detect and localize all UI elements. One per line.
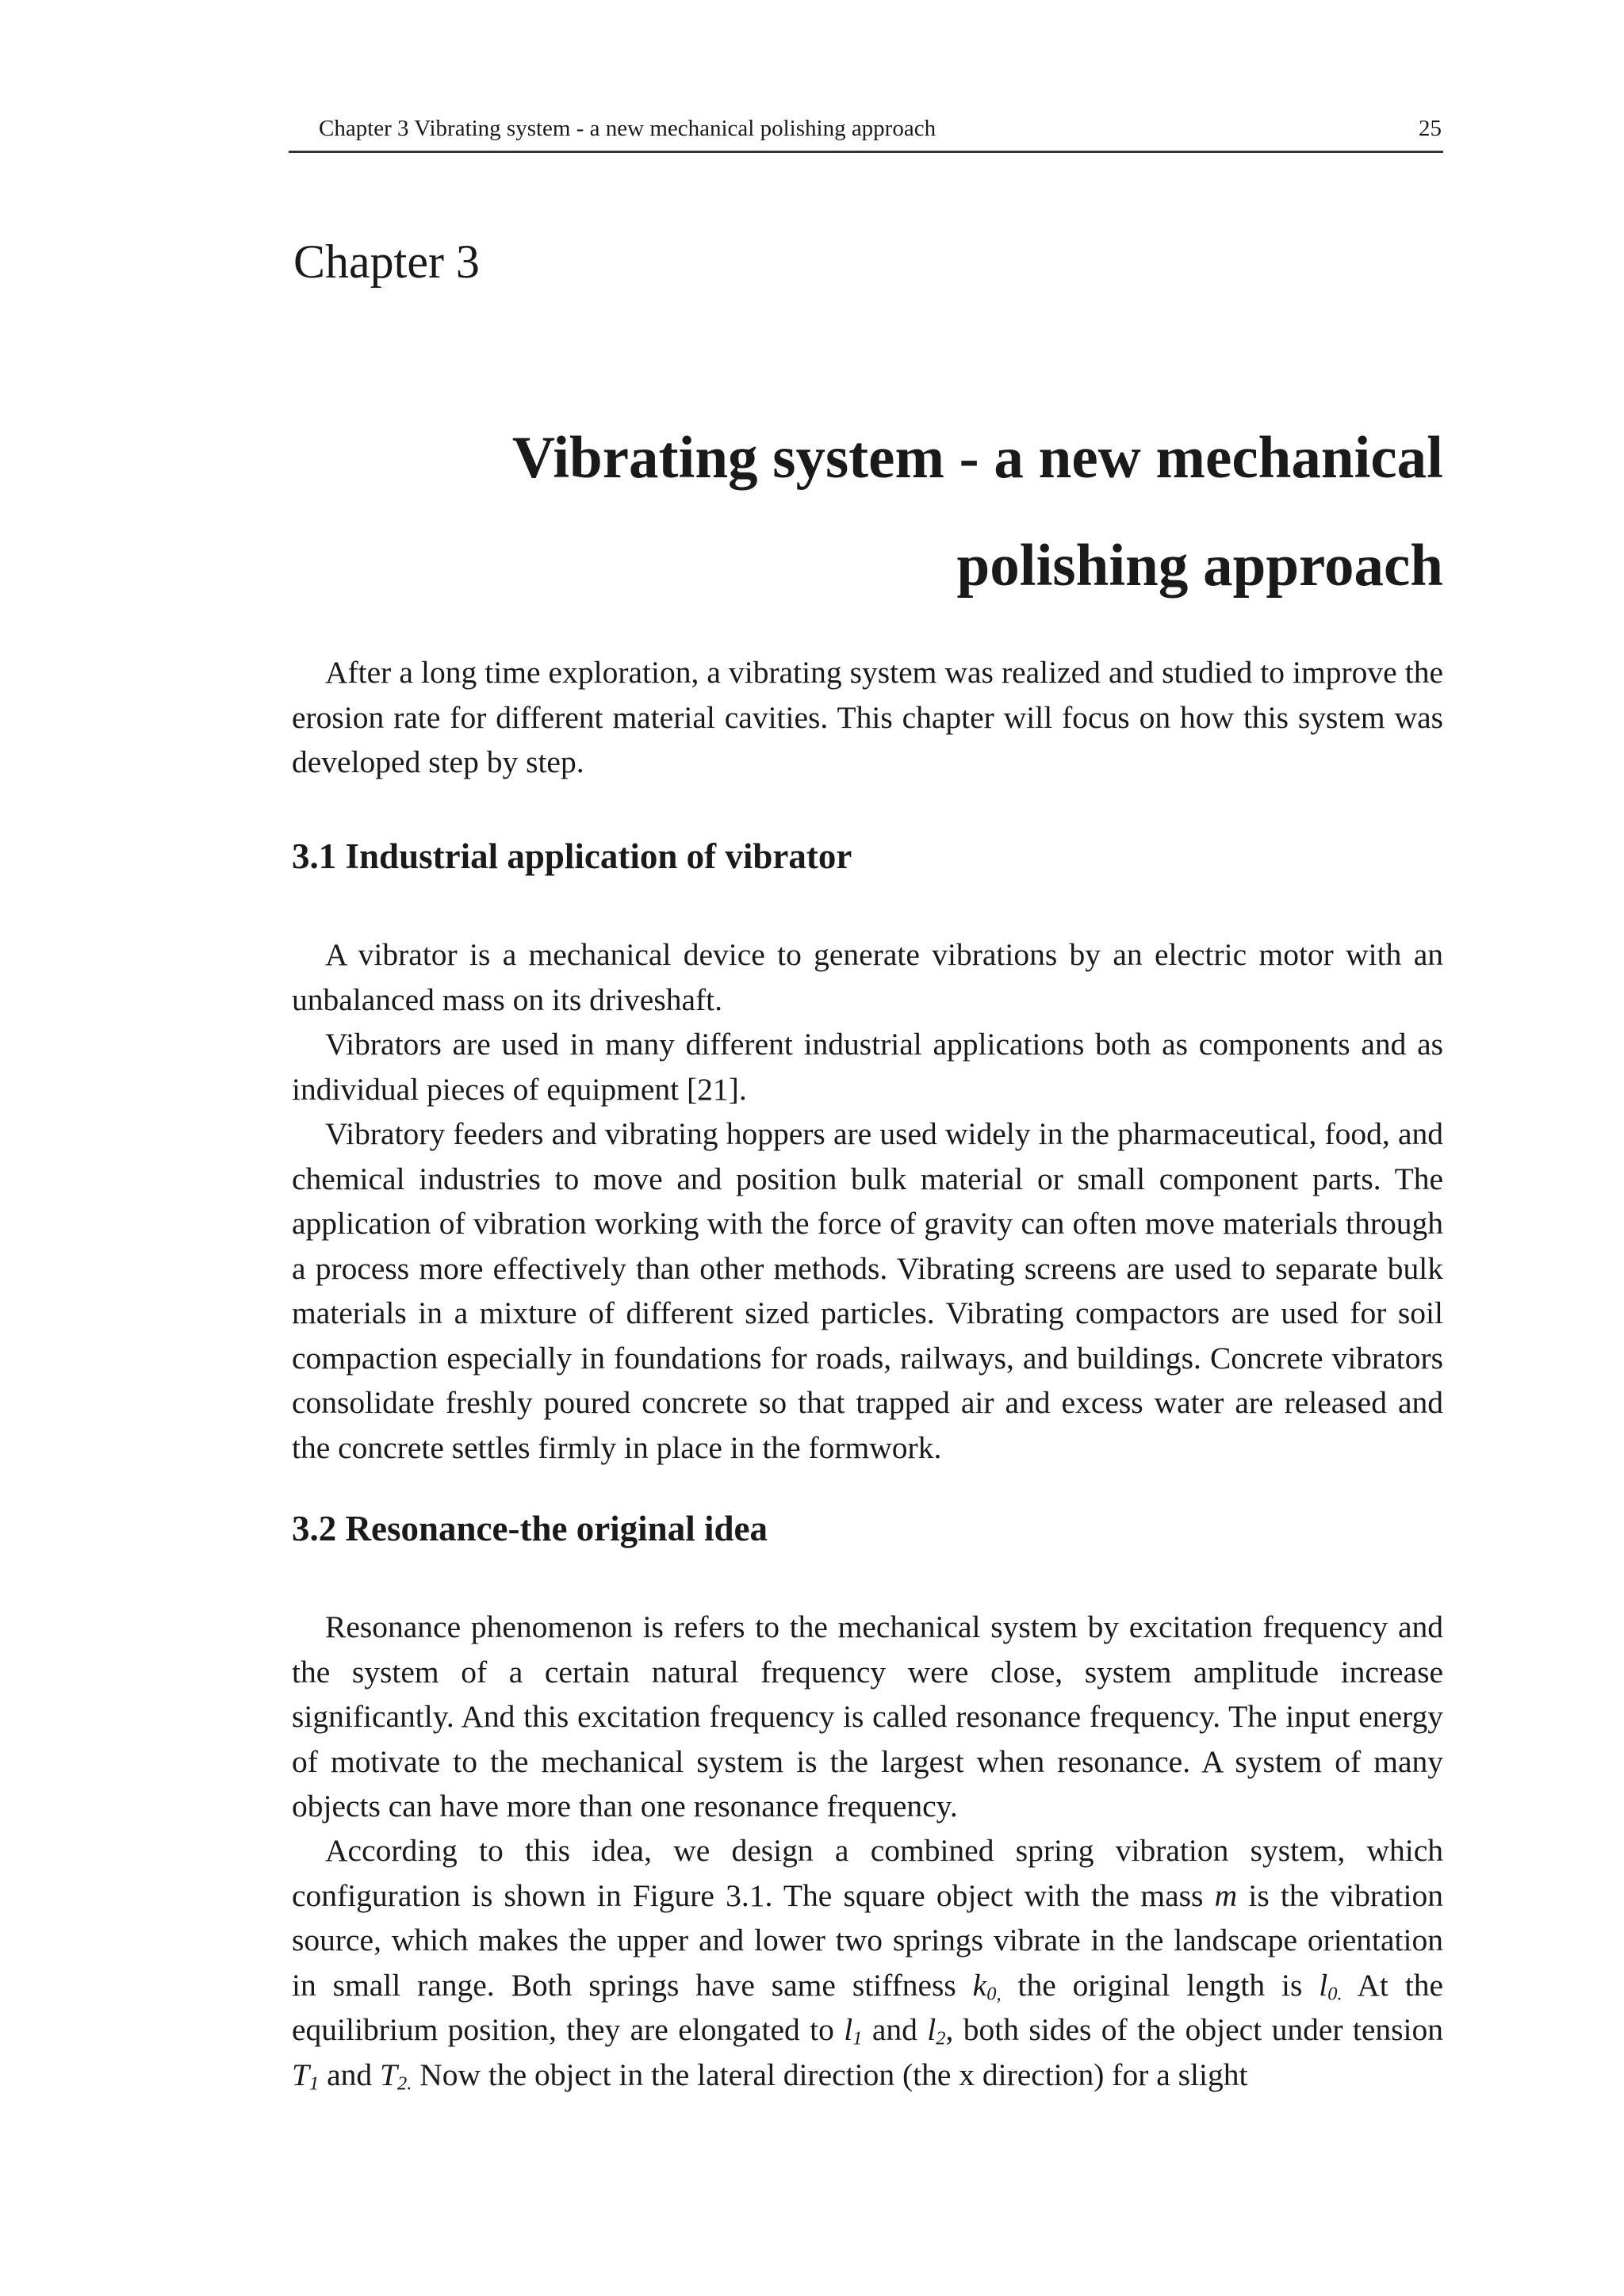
- section-3-2-paragraph-1: Resonance phenomenon is refers to the mechanical system by excitation frequency and the system of a certain natural frequency were close, system amplitude increase significantly. And this excitation frequency is called resonance frequency. The input energy of motivate to the mechanical system is the largest when resonance. A system of many objects can have more than one resonance frequency.: [292, 1609, 1443, 1823]
- symbol-l: l: [927, 2012, 936, 2047]
- text-run: is the vibration source, which makes the upper and lower two springs vibrate in the landscape orientation in small range. Both springs have same stiffness: [292, 1877, 1443, 2003]
- symbol-k0: [973, 1968, 1002, 2003]
- page-number: 25: [1419, 116, 1442, 141]
- chapter-title: [289, 404, 1443, 620]
- symbol-l1: [844, 2012, 862, 2047]
- subscript: 0,: [986, 1982, 1002, 2004]
- symbol-l: l: [844, 2012, 853, 2047]
- text-run: and: [862, 2012, 928, 2047]
- symbol-l: l: [1319, 1967, 1328, 2003]
- symbol-m: m: [1214, 1877, 1238, 1913]
- section-heading-3-2: 3.2 Resonance-the original idea: [292, 1509, 768, 1548]
- running-title: Chapter 3 Vibrating system - a new mechanical polishing approach: [319, 116, 936, 141]
- chapter-title-line2: polishing approach: [956, 533, 1443, 599]
- symbol-t: T: [380, 2057, 397, 2092]
- running-header: [289, 113, 1443, 153]
- chapter-title-line1: Vibrating system - a new mechanical: [511, 425, 1443, 491]
- section-3-2-paragraph-2: [292, 1828, 1443, 2097]
- text-run: and: [319, 2057, 381, 2092]
- text-run: Now the object in the lateral direction (the x direction) for a slight: [412, 2057, 1248, 2092]
- symbol-t: T: [292, 2057, 309, 2092]
- section-3-1-paragraph-3: Vibratory feeders and vibrating hoppers are used widely in the pharmaceutical, food, and chemical industries to move and position bulk material or small component parts. The application of vibration working with the force of gravity can often move materials through a process more effectively than other methods. Vibrating screens are used to separate bulk materials in a mixture of different sized particles. Vibrating compactors are used for soil compaction especially in foundations for roads, railways, and buildings. Concrete vibrators consolidate freshly poured concrete so that trapped air and excess water are released and the concrete settles firmly in place in the formwork.: [292, 1116, 1443, 1465]
- section-3-1-paragraph-1: A vibrator is a mechanical device to generate vibrations by an electric motor with an unbalanced mass on its driveshaft.: [292, 937, 1443, 1017]
- text-run: According to this idea, we design a combined spring vibration system, which configuration is shown in Figure 3.1. The square object with the mass: [292, 1833, 1443, 1913]
- intro-paragraph: After a long time exploration, a vibrating system was realized and studied to improve the erosion rate for different material cavities. This chapter will focus on how this system was developed step by step.: [292, 655, 1443, 779]
- text-run: , both sides of the object under tension: [945, 2012, 1443, 2047]
- symbol-k: k: [972, 1967, 987, 2003]
- symbol-l0: [1319, 1968, 1342, 2003]
- text-run: At the equilibrium position, they are elongated to: [292, 1967, 1443, 2047]
- subscript: 2: [936, 2027, 946, 2049]
- subscript: 1: [308, 2072, 320, 2094]
- chapter-label: Chapter 3: [293, 235, 480, 288]
- section-3-1-paragraph-2: Vibrators are used in many different industrial applications both as components and as individual pieces of equipment [21].: [292, 1027, 1443, 1107]
- text-run: the original length is: [1001, 1967, 1320, 2003]
- section-heading-3-1: 3.1 Industrial application of vibrator: [292, 836, 852, 876]
- symbol-t2: [380, 2057, 412, 2092]
- subscript: 0.: [1327, 1982, 1342, 2004]
- subscript: 2.: [396, 2072, 412, 2094]
- symbol-t1: [292, 2057, 319, 2092]
- subscript: 1: [852, 2027, 863, 2049]
- symbol-l2: [927, 2012, 945, 2047]
